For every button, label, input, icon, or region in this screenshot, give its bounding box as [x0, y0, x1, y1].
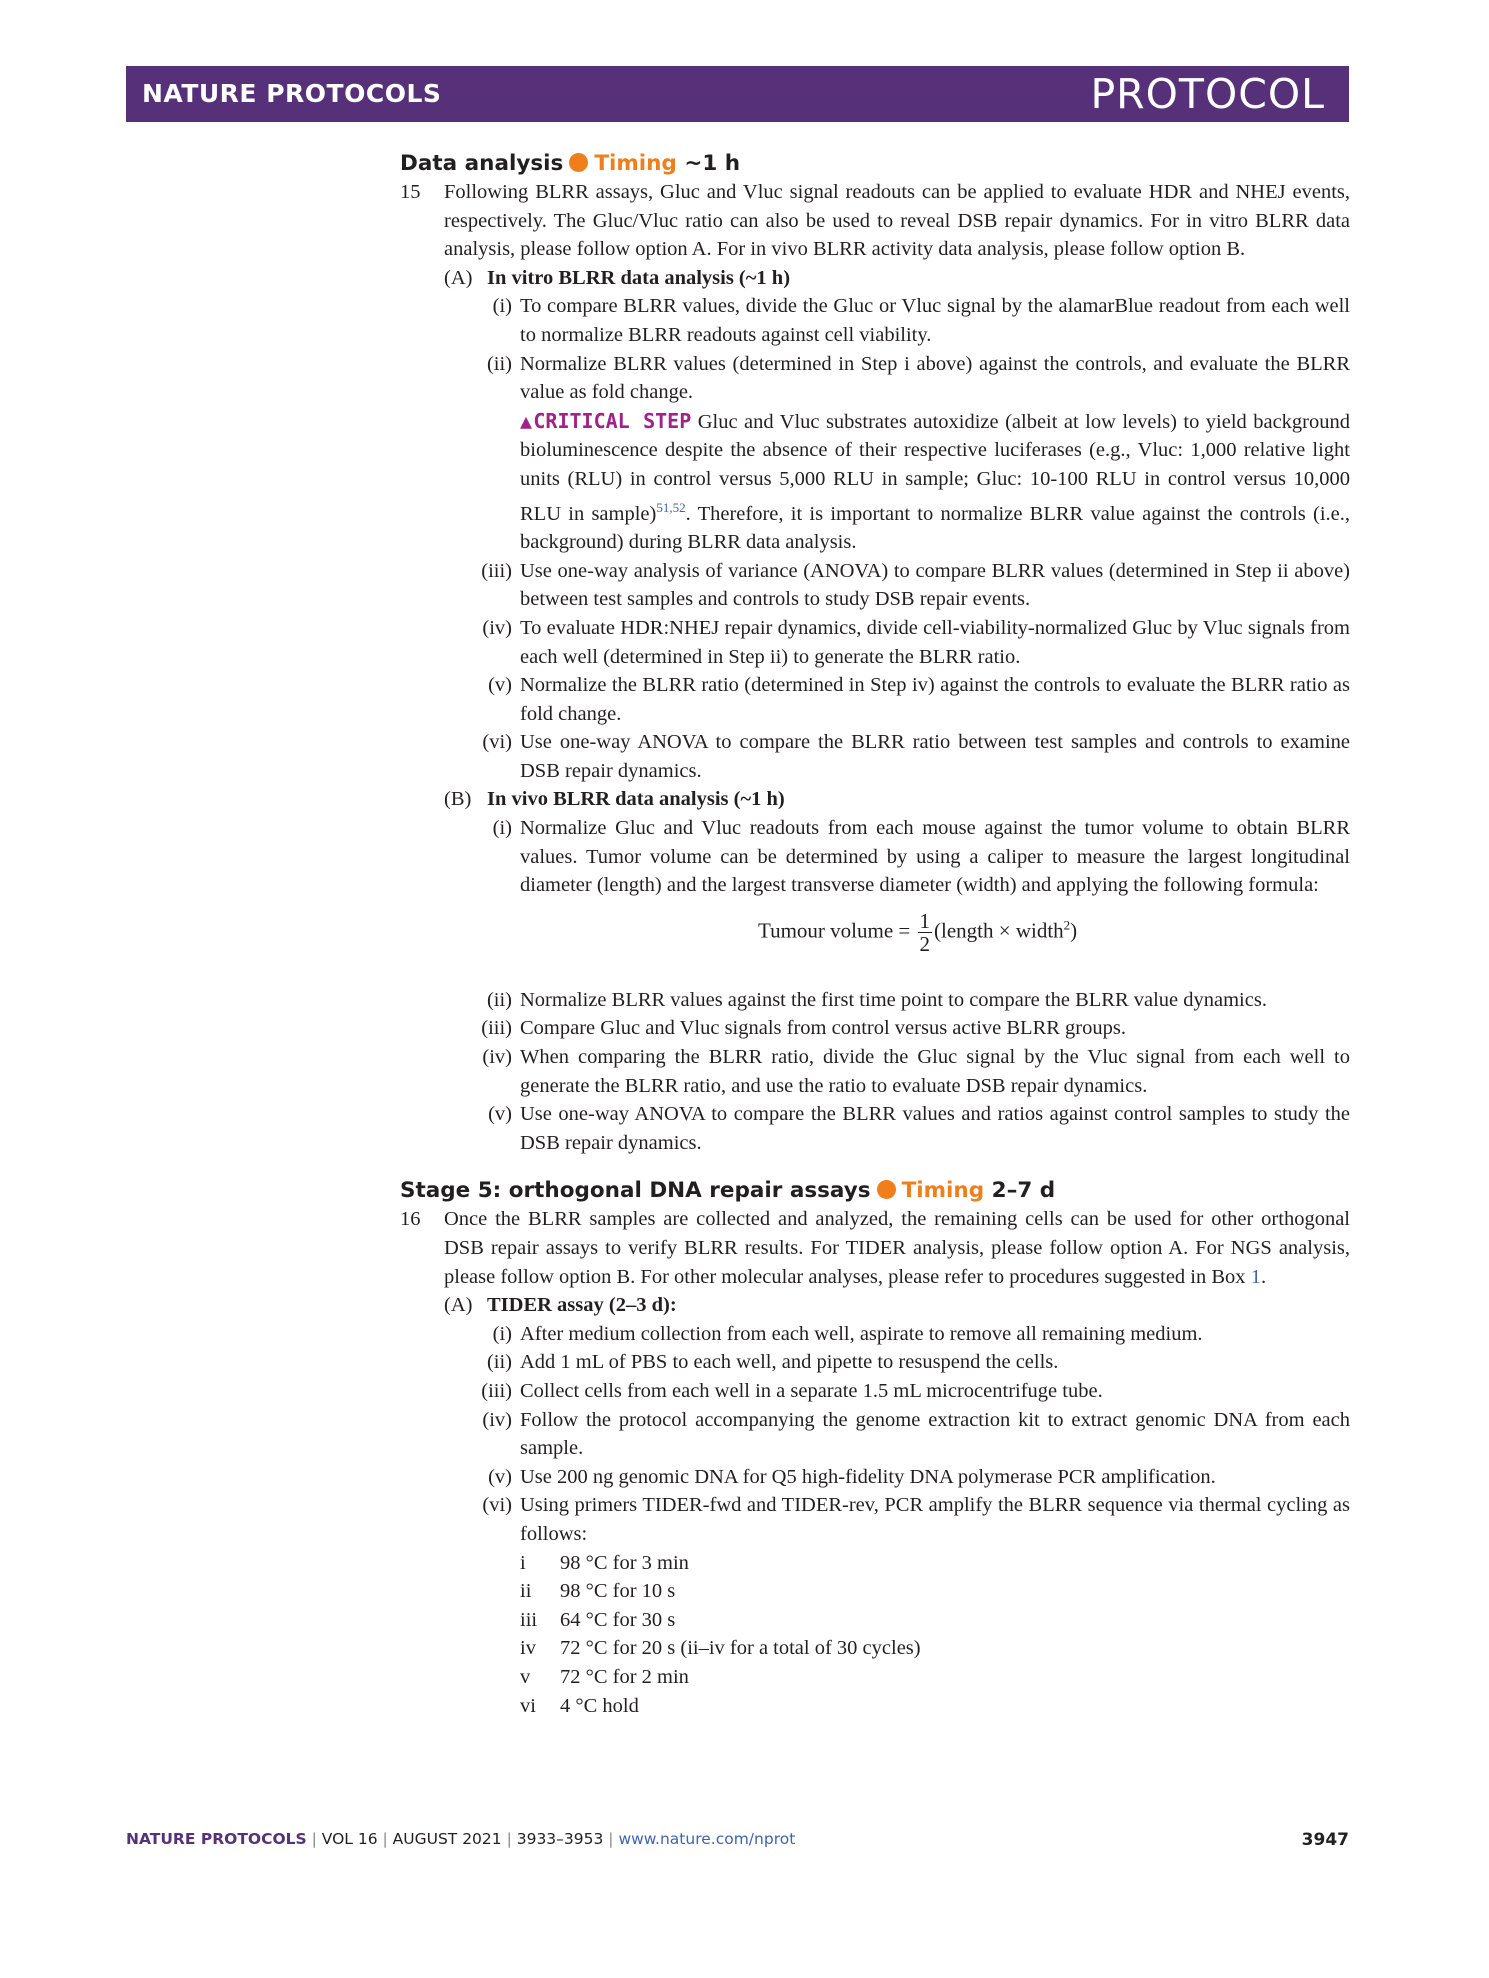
- substep: [400, 614, 1350, 671]
- substep: [400, 1348, 1350, 1377]
- substep-text: Normalize BLRR values against the first time point to compare the BLRR value dynamics.: [520, 988, 1267, 1011]
- heading-text: Stage 5: orthogonal DNA repair assays: [400, 1178, 871, 1204]
- substep-number: (vi): [482, 731, 512, 754]
- stage-5-heading: [400, 1177, 1350, 1205]
- substep-number: (iii): [481, 1379, 512, 1402]
- cycle-text: 98 °C for 3 min: [560, 1551, 689, 1574]
- substep: [400, 986, 1350, 1015]
- substep: [400, 350, 1350, 407]
- substep: [400, 292, 1350, 349]
- step-number: 16: [400, 1208, 421, 1231]
- step-text: Following BLRR assays, Gluc and Vluc signal readouts can be applied to evaluate HDR and NHEJ events, respectively. The Gluc/Vluc ratio can also be used to reveal DSB repair dynamics. For in vitro BLRR data analysis, please follow option A. For in vivo BLRR activity data analysis, please follow option B.: [444, 181, 1350, 261]
- cycle-text: 72 °C for 2 min: [560, 1665, 689, 1688]
- critical-step-text: Gluc and Vluc substrates autoxidize (albeit at low levels) to yield background bioluminescence despite the absence of their respective luciferases (e.g., Vluc: 1,000 relative light units (RLU) in control versus 5,000 RLU in sample; Gluc: 10-100 RLU in control versus 10,000 RLU in sample): [520, 410, 1351, 525]
- substep: [400, 1463, 1350, 1492]
- thermal-cycle-step: [400, 1634, 1350, 1663]
- data-analysis-heading: [400, 150, 1350, 178]
- heading-text: Data analysis: [400, 151, 564, 176]
- substep-text: Use one-way ANOVA to compare the BLRR ratio between test samples and controls to examine DSB repair dynamics.: [520, 731, 1350, 782]
- formula-body: (length × width: [934, 918, 1064, 943]
- critical-step-note: [400, 407, 1350, 557]
- substep: [400, 557, 1350, 614]
- substep-text: Use 200 ng genomic DNA for Q5 high-fidelity DNA polymerase PCR amplification.: [520, 1465, 1216, 1488]
- timing-value: 2–7 d: [991, 1178, 1056, 1204]
- substep-text: To evaluate HDR:NHEJ repair dynamics, divide cell-viability-normalized Gluc by Vluc signals from each well (determined in Step ii) to generate the BLRR ratio.: [520, 616, 1350, 668]
- substep-number: (i): [492, 295, 512, 318]
- substep-number: (iv): [482, 1408, 512, 1431]
- substep-number: (v): [488, 1103, 512, 1126]
- substep-text: Follow the protocol accompanying the genome extraction kit to extract genomic DNA from each sample.: [520, 1408, 1350, 1460]
- option-title: In vivo BLRR data analysis (~1 h): [487, 788, 785, 811]
- footer-date: AUGUST 2021: [392, 1830, 502, 1848]
- substep-text: Collect cells from each well in a separate 1.5 mL microcentrifuge tube.: [520, 1379, 1103, 1402]
- option-a-in-vitro: [400, 264, 1350, 293]
- substep-number: (ii): [486, 1351, 512, 1374]
- option-b-in-vivo: [400, 785, 1350, 814]
- step-text: Once the BLRR samples are collected and analyzed, the remaining cells can be used for other orthogonal DSB repair assays to verify BLRR results. For TIDER analysis, please follow option A. For NGS analysis, please follow option B. For other molecular analyses, please refer to procedures suggested in Box: [444, 1208, 1350, 1288]
- substep-text: To compare BLRR values, divide the Gluc or Vluc signal by the alamarBlue readout from each well to normalize BLRR readouts against cell viability.: [520, 295, 1350, 346]
- substep-number: (iii): [481, 559, 512, 582]
- journal-name: NATURE PROTOCOLS: [142, 79, 442, 108]
- substep-text: Use one-way analysis of variance (ANOVA) to compare BLRR values (determined in Step ii above) between test samples and controls to study DSB repair events.: [520, 559, 1350, 611]
- substep-number: (vi): [482, 1494, 512, 1517]
- substep-text: Compare Gluc and Vluc signals from control versus active BLRR groups.: [520, 1017, 1126, 1040]
- substep: [400, 1406, 1350, 1463]
- critical-step-text-end: . Therefore, it is important to normalize BLRR value against the controls (i.e., background) during BLRR data analysis.: [520, 502, 1350, 554]
- article-type: PROTOCOL: [1090, 70, 1325, 118]
- cycle-number: vi: [520, 1694, 536, 1717]
- timing-label: Timing: [901, 1178, 985, 1204]
- timing-value: ~1 h: [684, 151, 741, 176]
- reference-citation[interactable]: 51,52: [656, 499, 686, 515]
- substep: [400, 1491, 1350, 1548]
- substep-number: (ii): [486, 352, 512, 375]
- footer-journal: NATURE PROTOCOLS: [126, 1830, 307, 1848]
- formula-lhs: Tumour volume =: [758, 918, 911, 943]
- timing-dot-icon: [569, 153, 588, 172]
- substep-number: (ii): [486, 988, 512, 1011]
- option-title: In vitro BLRR data analysis (~1 h): [487, 266, 791, 289]
- substep-number: (i): [492, 1322, 512, 1345]
- tumour-volume-formula: [520, 900, 1350, 986]
- substep: [400, 728, 1350, 785]
- footer-volume: VOL 16: [321, 1830, 378, 1848]
- substep: [400, 1100, 1350, 1157]
- thermal-cycle-step: [400, 1577, 1350, 1606]
- critical-step-tag: CRITICAL STEP: [533, 408, 692, 433]
- fraction-denominator: 2: [919, 931, 930, 956]
- step-16: [400, 1205, 1350, 1291]
- footer-url-link[interactable]: www.nature.com/nprot: [618, 1830, 796, 1848]
- journal-header-bar: [126, 66, 1349, 122]
- substep-text: Add 1 mL of PBS to each well, and pipette to resuspend the cells.: [520, 1351, 1059, 1374]
- substep-text: Use one-way ANOVA to compare the BLRR values and ratios against control samples to study the DSB repair dynamics.: [520, 1103, 1350, 1154]
- substep-text: When comparing the BLRR ratio, divide the Gluc signal by the Vluc signal from each well to generate the BLRR ratio, and use the ratio to evaluate DSB repair dynamics.: [520, 1046, 1350, 1097]
- page-number: 3947: [1301, 1830, 1349, 1850]
- substep-text: Normalize Gluc and Vluc readouts from each mouse against the tumor volume to obtain BLRR values. Tumor volume can be determined by using a caliper to measure the largest longitudinal diameter (length) and the largest transverse diameter (width) and applying the following formula:: [520, 817, 1350, 897]
- step-number: 15: [400, 181, 421, 203]
- cycle-number: iv: [520, 1637, 536, 1660]
- step-text-end: .: [1260, 1265, 1267, 1288]
- timing-dot-icon: [877, 1180, 896, 1199]
- cycle-text: 4 °C hold: [560, 1694, 639, 1717]
- timing-label: Timing: [594, 151, 677, 176]
- option-title: TIDER assay (2–3 d):: [487, 1294, 677, 1317]
- option-a-tider: [400, 1291, 1350, 1320]
- cycle-text: 72 °C for 20 s (ii–iv for a total of 30 cycles): [560, 1637, 921, 1660]
- thermal-cycle-step: [400, 1549, 1350, 1578]
- page-content: [400, 150, 1350, 1720]
- substep-text: Using primers TIDER-fwd and TIDER-rev, PCR amplify the BLRR sequence via thermal cycling as follows:: [520, 1494, 1350, 1545]
- cycle-text: 64 °C for 30 s: [560, 1608, 676, 1631]
- formula-fraction: [918, 910, 933, 955]
- fraction-numerator: 1: [919, 908, 930, 933]
- option-label: (A): [444, 1294, 473, 1317]
- substep: [400, 1043, 1350, 1100]
- critical-triangle-icon: ▲: [520, 408, 534, 433]
- substep: [400, 671, 1350, 728]
- cycle-number: i: [520, 1551, 526, 1574]
- thermal-cycle-step: [400, 1606, 1350, 1635]
- substep: [400, 1377, 1350, 1406]
- substep-text: Normalize BLRR values (determined in Step i above) against the controls, and evaluate the BLRR value as fold change.: [520, 352, 1350, 404]
- substep-text: Normalize the BLRR ratio (determined in Step iv) against the controls to evaluate the BLRR ratio as fold change.: [520, 674, 1350, 725]
- thermal-cycle-step: [400, 1663, 1350, 1692]
- substep-text: After medium collection from each well, aspirate to remove all remaining medium.: [520, 1322, 1203, 1345]
- substep: [400, 1014, 1350, 1043]
- option-label: (A): [444, 266, 473, 289]
- page-footer: NATURE PROTOCOLS | VOL 16 | AUGUST 2021 | 3933–3953 | www.nature.com/nprot 3947: [126, 1830, 1349, 1850]
- cycle-number: v: [520, 1665, 531, 1688]
- substep-number: (iv): [482, 1046, 512, 1069]
- substep: [400, 1320, 1350, 1349]
- substep-number: (v): [488, 1465, 512, 1488]
- cycle-number: iii: [520, 1608, 538, 1631]
- footer-pages: 3933–3953: [516, 1830, 604, 1848]
- box-reference-link[interactable]: 1: [1250, 1265, 1261, 1288]
- step-15: [400, 178, 1350, 264]
- formula-close: ): [1070, 918, 1078, 943]
- formula-exponent: 2: [1063, 917, 1071, 933]
- substep-number: (iii): [481, 1017, 512, 1040]
- option-label: (B): [444, 788, 472, 811]
- substep: [400, 814, 1350, 900]
- substep-number: (v): [488, 674, 512, 697]
- cycle-number: ii: [520, 1580, 532, 1603]
- substep-number: (iv): [482, 616, 512, 639]
- substep-number: (i): [492, 817, 512, 840]
- cycle-text: 98 °C for 10 s: [560, 1580, 676, 1603]
- thermal-cycle-step: [400, 1692, 1350, 1721]
